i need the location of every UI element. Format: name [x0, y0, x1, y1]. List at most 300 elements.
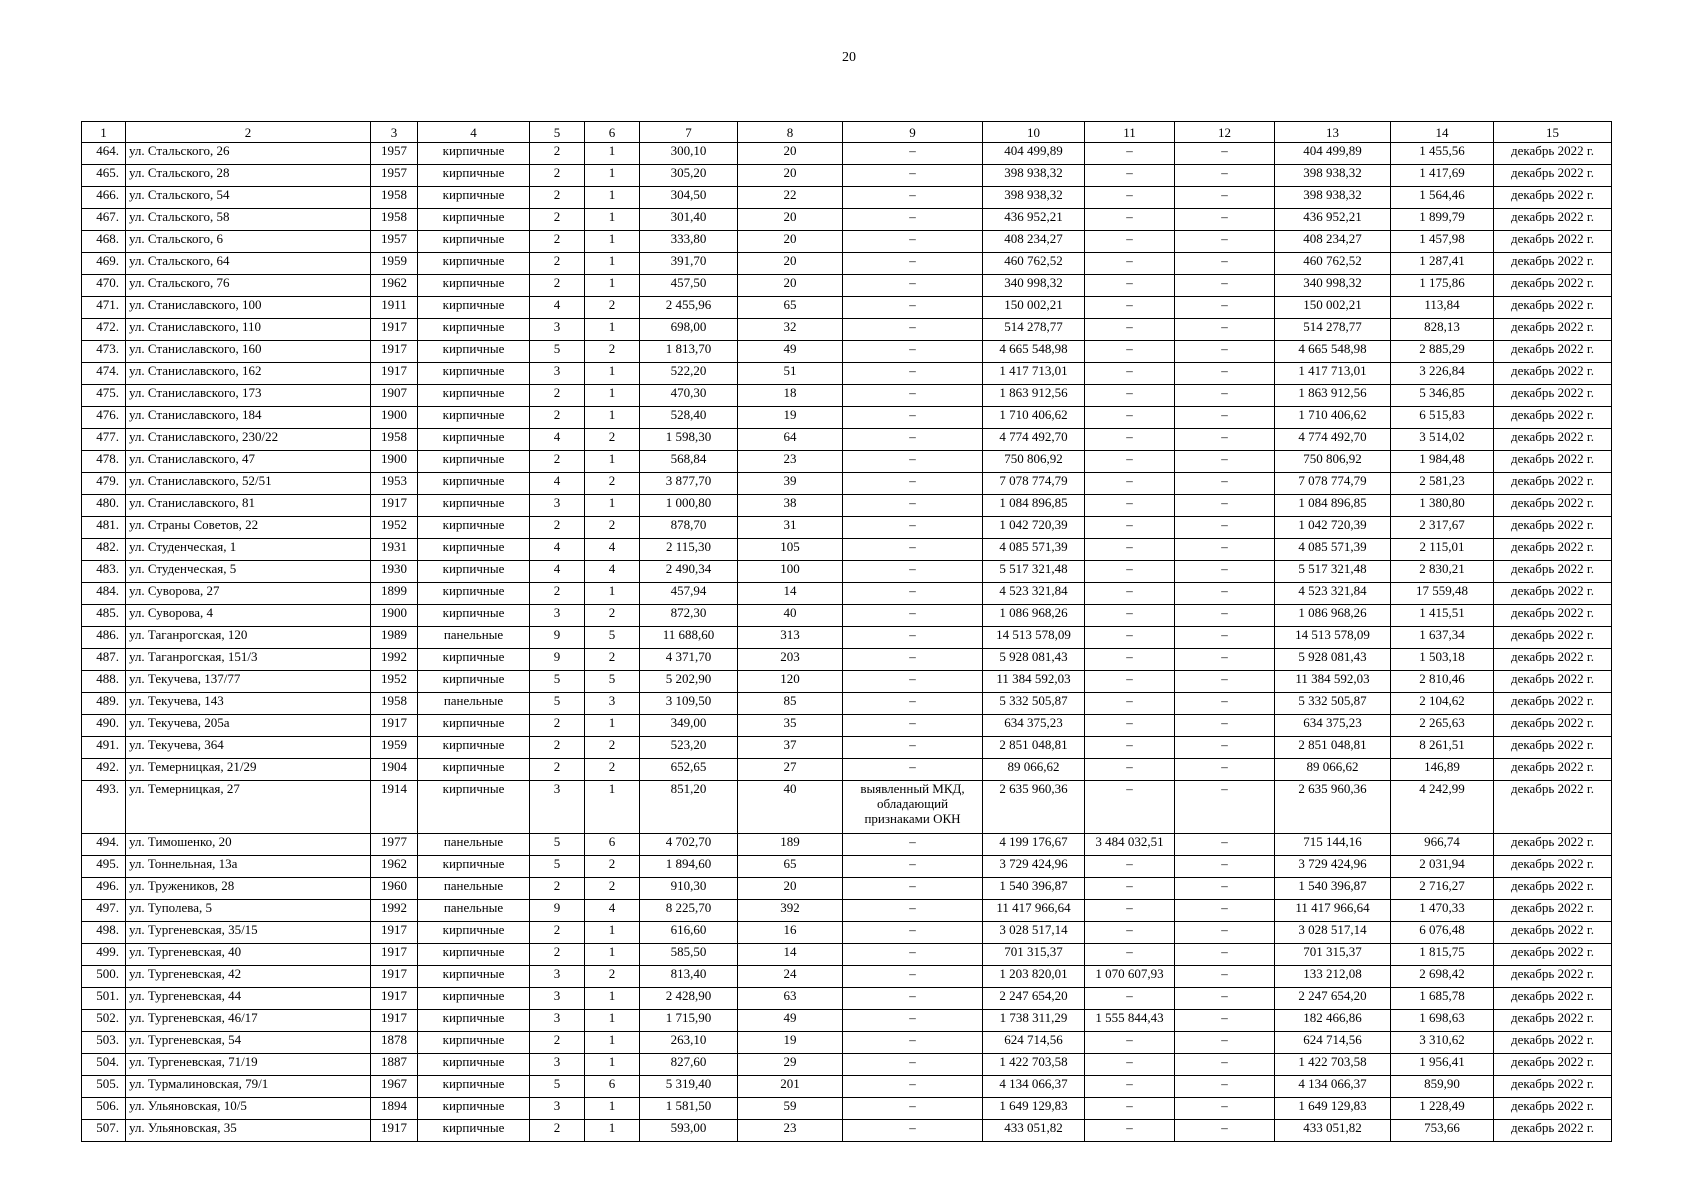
table-cell: 404 499,89	[983, 143, 1085, 165]
table-cell: –	[1175, 1054, 1275, 1076]
table-cell: 2 265,63	[1391, 715, 1494, 737]
table-cell: 481.	[82, 517, 126, 539]
table-cell: ул. Тургеневская, 42	[126, 966, 371, 988]
housing-registry-table	[81, 121, 1612, 1142]
table-row	[82, 1120, 1612, 1142]
table-cell: 5 928 081,43	[983, 649, 1085, 671]
table-cell: декабрь 2022 г.	[1494, 429, 1612, 451]
table-cell: ул. Студенческая, 5	[126, 561, 371, 583]
table-cell: 1900	[371, 605, 418, 627]
table-cell: –	[1085, 319, 1175, 341]
table-cell: кирпичные	[418, 561, 530, 583]
table-row	[82, 900, 1612, 922]
table-cell: –	[843, 834, 983, 856]
table-row	[82, 856, 1612, 878]
table-cell: 11 417 966,64	[1275, 900, 1391, 922]
table-cell: 470.	[82, 275, 126, 297]
table-row	[82, 693, 1612, 715]
table-cell: –	[843, 693, 983, 715]
table-cell: кирпичные	[418, 1098, 530, 1120]
table-cell: 5 319,40	[640, 1076, 738, 1098]
table-cell: кирпичные	[418, 231, 530, 253]
table-cell: 7 078 774,79	[1275, 473, 1391, 495]
table-cell: декабрь 2022 г.	[1494, 1098, 1612, 1120]
table-cell: 2	[585, 473, 640, 495]
table-cell: 2 830,21	[1391, 561, 1494, 583]
table-cell: –	[1085, 671, 1175, 693]
table-cell: –	[843, 671, 983, 693]
table-cell: 827,60	[640, 1054, 738, 1076]
table-cell: –	[1175, 275, 1275, 297]
table-cell: 1 417,69	[1391, 165, 1494, 187]
table-cell: кирпичные	[418, 407, 530, 429]
table-cell: 1977	[371, 834, 418, 856]
table-cell: 189	[738, 834, 843, 856]
table-cell: 2 635 960,36	[1275, 781, 1391, 834]
table-cell: декабрь 2022 г.	[1494, 1032, 1612, 1054]
table-cell: –	[843, 627, 983, 649]
table-cell: –	[843, 988, 983, 1010]
table-cell: –	[1085, 495, 1175, 517]
table-cell: 5 517 321,48	[1275, 561, 1391, 583]
table-cell: 514 278,77	[1275, 319, 1391, 341]
table-cell: 8 225,70	[640, 900, 738, 922]
table-cell: 14	[738, 583, 843, 605]
table-cell: 19	[738, 1032, 843, 1054]
table-cell: ул. Станиславского, 230/22	[126, 429, 371, 451]
table-cell: 507.	[82, 1120, 126, 1142]
table-cell: –	[1085, 143, 1175, 165]
table-cell: 499.	[82, 944, 126, 966]
table-cell: 482.	[82, 539, 126, 561]
table-cell: –	[843, 187, 983, 209]
table-row	[82, 834, 1612, 856]
table-cell: 11 417 966,64	[983, 900, 1085, 922]
table-cell: 1	[585, 275, 640, 297]
table-cell: кирпичные	[418, 539, 530, 561]
table-cell: –	[1175, 561, 1275, 583]
table-cell: –	[1175, 605, 1275, 627]
table-cell: –	[1175, 363, 1275, 385]
table-cell: –	[843, 922, 983, 944]
table-row	[82, 1098, 1612, 1120]
table-cell: –	[1175, 966, 1275, 988]
table-cell: 966,74	[1391, 834, 1494, 856]
table-cell: декабрь 2022 г.	[1494, 231, 1612, 253]
table-cell: декабрь 2022 г.	[1494, 759, 1612, 781]
table-cell: 113,84	[1391, 297, 1494, 319]
table-cell: –	[843, 856, 983, 878]
table-cell: 1907	[371, 385, 418, 407]
table-cell: кирпичные	[418, 319, 530, 341]
table-cell: декабрь 2022 г.	[1494, 605, 1612, 627]
table-cell: –	[1085, 583, 1175, 605]
table-cell: 100	[738, 561, 843, 583]
table-cell: 32	[738, 319, 843, 341]
table-cell: ул. Текучева, 137/77	[126, 671, 371, 693]
table-cell: 1917	[371, 922, 418, 944]
table-cell: 3 109,50	[640, 693, 738, 715]
table-row	[82, 944, 1612, 966]
table-cell: –	[1085, 605, 1175, 627]
table-row	[82, 988, 1612, 1010]
table-cell: декабрь 2022 г.	[1494, 1076, 1612, 1098]
table-cell: 4 085 571,39	[1275, 539, 1391, 561]
table-cell: –	[1175, 922, 1275, 944]
table-cell: 1931	[371, 539, 418, 561]
table-cell: –	[843, 407, 983, 429]
table-cell: 859,90	[1391, 1076, 1494, 1098]
table-cell: 2 317,67	[1391, 517, 1494, 539]
table-cell: выявленный МКД, обладающий признаками ОКН	[843, 781, 983, 834]
table-cell: 146,89	[1391, 759, 1494, 781]
table-cell: –	[1175, 856, 1275, 878]
table-cell: 201	[738, 1076, 843, 1098]
table-cell: 4 523 321,84	[1275, 583, 1391, 605]
table-cell: 1 084 896,85	[1275, 495, 1391, 517]
table-cell: кирпичные	[418, 495, 530, 517]
table-cell: кирпичные	[418, 451, 530, 473]
table-cell: 2	[585, 878, 640, 900]
table-cell: 1917	[371, 966, 418, 988]
table-cell: 18	[738, 385, 843, 407]
table-row	[82, 429, 1612, 451]
table-row	[82, 165, 1612, 187]
table-cell: –	[843, 715, 983, 737]
table-cell: 1	[585, 319, 640, 341]
table-cell: кирпичные	[418, 856, 530, 878]
table-cell: 1960	[371, 878, 418, 900]
table-cell: 1900	[371, 451, 418, 473]
table-cell: –	[1175, 781, 1275, 834]
column-header-13: 13	[1275, 122, 1391, 143]
table-cell: 4 665 548,98	[983, 341, 1085, 363]
table-cell: –	[1085, 649, 1175, 671]
table-cell: –	[843, 517, 983, 539]
table-cell: 457,94	[640, 583, 738, 605]
table-row	[82, 781, 1612, 834]
table-cell: 2 810,46	[1391, 671, 1494, 693]
table-cell: –	[1175, 451, 1275, 473]
table-cell: 3 484 032,51	[1085, 834, 1175, 856]
table-cell: –	[1085, 715, 1175, 737]
table-cell: –	[843, 451, 983, 473]
table-cell: –	[1085, 922, 1175, 944]
table-row	[82, 495, 1612, 517]
table-cell: 624 714,56	[1275, 1032, 1391, 1054]
table-cell: –	[1175, 1098, 1275, 1120]
table-cell: 1 899,79	[1391, 209, 1494, 231]
table-cell: 1959	[371, 253, 418, 275]
table-cell: 1	[585, 253, 640, 275]
table-cell: 1911	[371, 297, 418, 319]
table-cell: –	[1085, 231, 1175, 253]
table-cell: 4	[585, 900, 640, 922]
table-cell: 457,50	[640, 275, 738, 297]
table-cell: –	[843, 539, 983, 561]
table-cell: 5	[530, 856, 585, 878]
table-cell: 20	[738, 143, 843, 165]
table-cell: 4 665 548,98	[1275, 341, 1391, 363]
table-cell: 1958	[371, 693, 418, 715]
table-cell: ул. Текучева, 205а	[126, 715, 371, 737]
table-cell: 2	[530, 922, 585, 944]
table-cell: 3 226,84	[1391, 363, 1494, 385]
table-cell: 1 710 406,62	[1275, 407, 1391, 429]
table-cell: 1 540 396,87	[983, 878, 1085, 900]
table-cell: 4 085 571,39	[983, 539, 1085, 561]
table-cell: 1887	[371, 1054, 418, 1076]
table-cell: декабрь 2022 г.	[1494, 209, 1612, 231]
table-cell: 2	[530, 878, 585, 900]
table-cell: 1967	[371, 1076, 418, 1098]
column-header-15: 15	[1494, 122, 1612, 143]
table-cell: –	[1085, 473, 1175, 495]
table-cell: 872,30	[640, 605, 738, 627]
table-cell: 1992	[371, 649, 418, 671]
table-cell: 496.	[82, 878, 126, 900]
table-cell: 2	[530, 187, 585, 209]
table-cell: 5 332 505,87	[983, 693, 1085, 715]
table-cell: 2	[585, 605, 640, 627]
table-cell: ул. Станиславского, 100	[126, 297, 371, 319]
table-cell: 1 455,56	[1391, 143, 1494, 165]
table-row	[82, 451, 1612, 473]
table-cell: 3 310,62	[1391, 1032, 1494, 1054]
table-cell: ул. Станиславского, 52/51	[126, 473, 371, 495]
table-cell: 494.	[82, 834, 126, 856]
table-cell: декабрь 2022 г.	[1494, 473, 1612, 495]
table-cell: ул. Темерницкая, 27	[126, 781, 371, 834]
table-cell: 3	[530, 363, 585, 385]
table-cell: кирпичные	[418, 759, 530, 781]
table-cell: 1992	[371, 900, 418, 922]
table-cell: 506.	[82, 1098, 126, 1120]
table-cell: 1 422 703,58	[1275, 1054, 1391, 1076]
table-cell: 37	[738, 737, 843, 759]
table-cell: 31	[738, 517, 843, 539]
table-cell: 5	[585, 627, 640, 649]
table-cell: 304,50	[640, 187, 738, 209]
table-cell: декабрь 2022 г.	[1494, 187, 1612, 209]
table-cell: 6 076,48	[1391, 922, 1494, 944]
table-cell: 40	[738, 781, 843, 834]
column-header-7: 7	[640, 122, 738, 143]
table-cell: –	[843, 561, 983, 583]
table-cell: 120	[738, 671, 843, 693]
table-cell: ул. Станиславского, 47	[126, 451, 371, 473]
table-cell: 20	[738, 253, 843, 275]
table-cell: 1904	[371, 759, 418, 781]
table-cell: –	[1175, 649, 1275, 671]
table-cell: 4	[530, 473, 585, 495]
table-cell: 398 938,32	[983, 165, 1085, 187]
table-row	[82, 561, 1612, 583]
page-number: 20	[842, 50, 856, 65]
table-cell: ул. Тургеневская, 35/15	[126, 922, 371, 944]
table-cell: –	[1085, 209, 1175, 231]
table-cell: 391,70	[640, 253, 738, 275]
table-cell: 4	[585, 561, 640, 583]
table-cell: –	[843, 297, 983, 319]
table-cell: 1899	[371, 583, 418, 605]
table-cell: кирпичные	[418, 363, 530, 385]
table-cell: –	[843, 341, 983, 363]
table-cell: 1 175,86	[1391, 275, 1494, 297]
table-cell: 2 247 654,20	[1275, 988, 1391, 1010]
table-cell: 488.	[82, 671, 126, 693]
table-cell: 1 086 968,26	[983, 605, 1085, 627]
column-header-8: 8	[738, 122, 843, 143]
table-cell: –	[1175, 297, 1275, 319]
table-cell: 460 762,52	[1275, 253, 1391, 275]
table-cell: 2	[530, 209, 585, 231]
table-cell: –	[1175, 539, 1275, 561]
table-cell: 2 490,34	[640, 561, 738, 583]
header-row	[82, 122, 1612, 143]
table-cell: 1 540 396,87	[1275, 878, 1391, 900]
table-cell: панельные	[418, 693, 530, 715]
table-cell: 5	[530, 671, 585, 693]
table-cell: декабрь 2022 г.	[1494, 944, 1612, 966]
table-cell: 40	[738, 605, 843, 627]
table-cell: 11 688,60	[640, 627, 738, 649]
table-cell: –	[1175, 341, 1275, 363]
table-header	[82, 122, 1612, 143]
table-cell: декабрь 2022 г.	[1494, 715, 1612, 737]
table-cell: ул. Суворова, 27	[126, 583, 371, 605]
table-cell: ул. Станиславского, 160	[126, 341, 371, 363]
table-cell: 1	[585, 165, 640, 187]
table-cell: 20	[738, 231, 843, 253]
table-cell: кирпичные	[418, 1054, 530, 1076]
table-cell: –	[1085, 561, 1175, 583]
table-cell: 3	[530, 781, 585, 834]
table-cell: 813,40	[640, 966, 738, 988]
table-cell: 1 956,41	[1391, 1054, 1494, 1076]
table-cell: кирпичные	[418, 944, 530, 966]
table-cell: декабрь 2022 г.	[1494, 781, 1612, 834]
table-row	[82, 627, 1612, 649]
table-cell: 1952	[371, 517, 418, 539]
table-cell: кирпичные	[418, 341, 530, 363]
table-cell: 436 952,21	[1275, 209, 1391, 231]
table-cell: 105	[738, 539, 843, 561]
table-cell: 5 202,90	[640, 671, 738, 693]
table-cell: –	[1175, 583, 1275, 605]
table-cell: ул. Текучева, 143	[126, 693, 371, 715]
table-cell: 2	[530, 715, 585, 737]
table-cell: –	[843, 900, 983, 922]
table-cell: 466.	[82, 187, 126, 209]
table-cell: ул. Тоннельная, 13а	[126, 856, 371, 878]
table-cell: декабрь 2022 г.	[1494, 966, 1612, 988]
table-cell: –	[1085, 1120, 1175, 1142]
table-cell: 64	[738, 429, 843, 451]
table-cell: 2 104,62	[1391, 693, 1494, 715]
table-cell: 20	[738, 209, 843, 231]
table-cell: 1 863 912,56	[1275, 385, 1391, 407]
table-cell: 1 815,75	[1391, 944, 1494, 966]
table-cell: 624 714,56	[983, 1032, 1085, 1054]
table-row	[82, 605, 1612, 627]
table-cell: 2 581,23	[1391, 473, 1494, 495]
table-cell: –	[1175, 834, 1275, 856]
table-cell: ул. Турмалиновская, 79/1	[126, 1076, 371, 1098]
table-cell: ул. Станиславского, 184	[126, 407, 371, 429]
table-cell: ул. Суворова, 4	[126, 605, 371, 627]
table-cell: –	[1175, 671, 1275, 693]
table-cell: 65	[738, 297, 843, 319]
table-cell: 468.	[82, 231, 126, 253]
table-cell: 5	[530, 693, 585, 715]
table-cell: 4	[530, 561, 585, 583]
table-cell: 2	[530, 385, 585, 407]
table-cell: –	[1085, 759, 1175, 781]
table-cell: 585,50	[640, 944, 738, 966]
table-cell: 2	[585, 759, 640, 781]
table-cell: ул. Тимошенко, 20	[126, 834, 371, 856]
table-cell: 3	[530, 966, 585, 988]
table-cell: 5 928 081,43	[1275, 649, 1391, 671]
table-cell: 1917	[371, 988, 418, 1010]
table-cell: 1	[585, 363, 640, 385]
table-cell: декабрь 2022 г.	[1494, 1054, 1612, 1076]
table-cell: 4	[585, 539, 640, 561]
table-cell: 1 894,60	[640, 856, 738, 878]
table-cell: 1914	[371, 781, 418, 834]
table-cell: 878,70	[640, 517, 738, 539]
table-cell: 652,65	[640, 759, 738, 781]
table-cell: декабрь 2022 г.	[1494, 495, 1612, 517]
table-row	[82, 966, 1612, 988]
table-cell: –	[1175, 627, 1275, 649]
table-cell: 467.	[82, 209, 126, 231]
table-cell: 477.	[82, 429, 126, 451]
table-cell: ул. Стальского, 58	[126, 209, 371, 231]
table-cell: 14	[738, 944, 843, 966]
table-cell: –	[1175, 1076, 1275, 1098]
table-row	[82, 341, 1612, 363]
table-row	[82, 1010, 1612, 1032]
table-cell: 1 228,49	[1391, 1098, 1494, 1120]
table-cell: ул. Тургеневская, 40	[126, 944, 371, 966]
table-cell: 2	[585, 966, 640, 988]
table-row	[82, 319, 1612, 341]
table-cell: –	[1085, 429, 1175, 451]
table-cell: 4	[530, 539, 585, 561]
table-cell: 3	[530, 988, 585, 1010]
table-cell: 493.	[82, 781, 126, 834]
table-cell: кирпичные	[418, 143, 530, 165]
table-cell: 49	[738, 1010, 843, 1032]
table-cell: –	[1175, 715, 1275, 737]
table-cell: декабрь 2022 г.	[1494, 517, 1612, 539]
table-cell: 1952	[371, 671, 418, 693]
table-cell: 27	[738, 759, 843, 781]
table-cell: –	[1085, 1098, 1175, 1120]
table-cell: ул. Станиславского, 110	[126, 319, 371, 341]
column-header-1: 1	[82, 122, 126, 143]
table-cell: 263,10	[640, 1032, 738, 1054]
table-cell: декабрь 2022 г.	[1494, 165, 1612, 187]
table-cell: –	[1085, 253, 1175, 275]
table-row	[82, 539, 1612, 561]
table-cell: декабрь 2022 г.	[1494, 834, 1612, 856]
table-cell: 408 234,27	[983, 231, 1085, 253]
table-cell: 29	[738, 1054, 843, 1076]
table-cell: ул. Ульяновская, 35	[126, 1120, 371, 1142]
